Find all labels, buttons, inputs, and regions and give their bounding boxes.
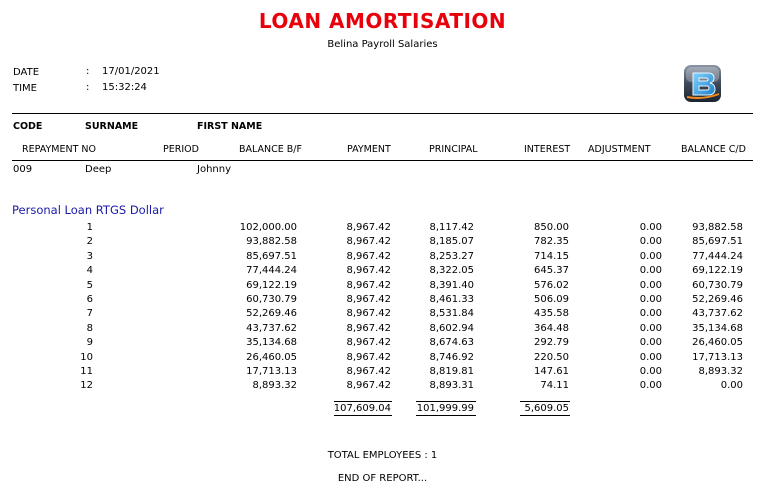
time-value: 15:32:24 bbox=[102, 82, 147, 93]
row-adjustment: 0.00 bbox=[639, 294, 662, 305]
row-adjustment: 0.00 bbox=[639, 236, 662, 248]
row-adjustment: 0.00 bbox=[639, 222, 662, 233]
row-interest: 74.11 bbox=[540, 380, 569, 392]
row-balance-cd: 93,882.58 bbox=[692, 222, 743, 233]
row-balance-cd: 85,697.51 bbox=[692, 236, 743, 248]
header-top-rule bbox=[12, 113, 753, 114]
row-adjustment: 0.00 bbox=[639, 322, 662, 334]
row-interest: 714.15 bbox=[534, 250, 569, 262]
row-payment: 8,967.42 bbox=[346, 294, 391, 305]
header-bottom-rule bbox=[12, 160, 753, 161]
col-payment: PAYMENT bbox=[347, 144, 391, 155]
row-payment: 8,967.42 bbox=[346, 322, 391, 334]
row-repayment-no: 9 bbox=[86, 337, 93, 349]
total-payment-rule bbox=[334, 401, 392, 402]
row-principal: 8,391.40 bbox=[429, 279, 474, 291]
row-balance-bf: 8,893.32 bbox=[252, 380, 297, 392]
row-balance-bf: 26,460.05 bbox=[246, 351, 297, 363]
row-adjustment: 0.00 bbox=[639, 250, 662, 262]
row-principal: 8,253.27 bbox=[429, 250, 474, 262]
row-principal: 8,322.05 bbox=[429, 265, 474, 277]
row-adjustment: 0.00 bbox=[639, 265, 662, 277]
row-balance-bf: 102,000.00 bbox=[239, 222, 297, 233]
row-balance-cd: 69,122.19 bbox=[692, 265, 743, 277]
b-logo-icon bbox=[683, 64, 722, 103]
col-first-name: FIRST NAME bbox=[197, 121, 263, 132]
row-repayment-no: 4 bbox=[86, 265, 93, 277]
row-adjustment: 0.00 bbox=[639, 337, 662, 349]
col-balance-cd: BALANCE C/D bbox=[681, 144, 746, 155]
row-principal: 8,893.31 bbox=[429, 380, 474, 392]
row-payment: 8,967.42 bbox=[346, 265, 391, 277]
col-repayment-no: REPAYMENT NO bbox=[22, 144, 97, 155]
col-balance-bf: BALANCE B/F bbox=[239, 144, 302, 155]
row-interest: 147.61 bbox=[534, 366, 569, 377]
row-balance-bf: 17,713.13 bbox=[246, 366, 297, 377]
col-principal: PRINCIPAL bbox=[429, 144, 478, 155]
total-principal-underline bbox=[416, 415, 476, 416]
col-surname: SURNAME bbox=[85, 121, 139, 132]
row-balance-bf: 52,269.46 bbox=[246, 308, 297, 320]
row-principal: 8,819.81 bbox=[429, 366, 474, 377]
col-period: PERIOD bbox=[163, 144, 199, 155]
row-balance-cd: 77,444.24 bbox=[692, 250, 743, 262]
date-separator: : bbox=[86, 66, 90, 77]
row-interest: 364.48 bbox=[534, 322, 569, 334]
row-repayment-no: 3 bbox=[86, 250, 93, 262]
time-label: TIME bbox=[13, 83, 38, 94]
total-payment-underline bbox=[334, 415, 392, 416]
row-repayment-no: 6 bbox=[86, 294, 93, 305]
row-principal: 8,746.92 bbox=[429, 351, 474, 363]
row-payment: 8,967.42 bbox=[346, 308, 391, 320]
employee-code: 009 bbox=[13, 164, 33, 175]
total-interest-underline bbox=[520, 415, 570, 416]
row-interest: 292.79 bbox=[534, 337, 569, 349]
row-interest: 506.09 bbox=[534, 294, 569, 305]
row-balance-bf: 43,737.62 bbox=[246, 322, 297, 334]
total-principal-rule bbox=[416, 401, 476, 402]
row-principal: 8,185.07 bbox=[429, 236, 474, 248]
row-adjustment: 0.00 bbox=[639, 308, 662, 320]
row-payment: 8,967.42 bbox=[346, 236, 391, 248]
row-balance-bf: 35,134.68 bbox=[246, 337, 297, 349]
loan-type-heading: Personal Loan RTGS Dollar bbox=[12, 203, 164, 217]
row-repayment-no: 1 bbox=[86, 222, 93, 233]
row-interest: 435.58 bbox=[534, 308, 569, 320]
col-interest: INTEREST bbox=[524, 144, 571, 155]
row-balance-bf: 85,697.51 bbox=[246, 250, 297, 262]
row-balance-cd: 0.00 bbox=[720, 380, 743, 392]
row-balance-bf: 77,444.24 bbox=[246, 265, 297, 277]
row-balance-cd: 35,134.68 bbox=[692, 322, 743, 334]
date-label: DATE bbox=[13, 67, 40, 78]
row-payment: 8,967.42 bbox=[346, 366, 391, 377]
row-principal: 8,461.33 bbox=[429, 294, 474, 305]
row-payment: 8,967.42 bbox=[346, 250, 391, 262]
row-balance-cd: 17,713.13 bbox=[692, 351, 743, 363]
row-balance-bf: 69,122.19 bbox=[246, 279, 297, 291]
row-payment: 8,967.42 bbox=[346, 279, 391, 291]
date-value: 17/01/2021 bbox=[102, 66, 160, 77]
row-principal: 8,674.63 bbox=[429, 337, 474, 349]
row-repayment-no: 7 bbox=[86, 308, 93, 320]
row-repayment-no: 2 bbox=[86, 236, 93, 248]
row-adjustment: 0.00 bbox=[639, 380, 662, 392]
row-payment: 8,967.42 bbox=[346, 222, 391, 233]
row-principal: 8,602.94 bbox=[429, 322, 474, 334]
row-repayment-no: 12 bbox=[80, 380, 93, 392]
row-payment: 8,967.42 bbox=[346, 337, 391, 349]
row-payment: 8,967.42 bbox=[346, 351, 391, 363]
row-balance-bf: 93,882.58 bbox=[246, 236, 297, 248]
row-interest: 782.35 bbox=[534, 236, 569, 248]
row-interest: 850.00 bbox=[534, 222, 569, 233]
row-balance-bf: 60,730.79 bbox=[246, 294, 297, 305]
row-repayment-no: 5 bbox=[86, 279, 93, 291]
row-interest: 220.50 bbox=[534, 351, 569, 363]
total-payment: 107,609.04 bbox=[333, 403, 391, 414]
row-adjustment: 0.00 bbox=[639, 366, 662, 377]
row-balance-cd: 52,269.46 bbox=[692, 294, 743, 305]
row-principal: 8,117.42 bbox=[429, 222, 474, 233]
row-interest: 576.02 bbox=[534, 279, 569, 291]
row-adjustment: 0.00 bbox=[639, 351, 662, 363]
row-interest: 645.37 bbox=[534, 265, 569, 277]
report-title: LOAN AMORTISATION bbox=[258, 9, 507, 33]
row-principal: 8,531.84 bbox=[429, 308, 474, 320]
total-interest: 5,609.05 bbox=[524, 403, 569, 414]
row-repayment-no: 11 bbox=[80, 366, 93, 377]
total-employees: TOTAL EMPLOYEES : 1 bbox=[327, 450, 438, 461]
row-repayment-no: 8 bbox=[86, 322, 93, 334]
row-balance-cd: 26,460.05 bbox=[692, 337, 743, 349]
time-separator: : bbox=[86, 82, 90, 93]
employee-surname: Deep bbox=[85, 164, 112, 175]
row-balance-cd: 8,893.32 bbox=[698, 366, 743, 377]
row-repayment-no: 10 bbox=[80, 351, 93, 363]
row-balance-cd: 60,730.79 bbox=[692, 279, 743, 291]
col-adjustment: ADJUSTMENT bbox=[588, 144, 651, 155]
end-of-report: END OF REPORT... bbox=[337, 473, 428, 484]
total-principal: 101,999.99 bbox=[416, 403, 474, 414]
total-interest-rule bbox=[520, 401, 570, 402]
row-payment: 8,967.42 bbox=[346, 380, 391, 392]
col-code: CODE bbox=[13, 121, 43, 132]
report-subtitle: Belina Payroll Salaries bbox=[327, 39, 438, 50]
row-balance-cd: 43,737.62 bbox=[692, 308, 743, 320]
row-adjustment: 0.00 bbox=[639, 279, 662, 291]
employee-first-name: Johnny bbox=[197, 164, 231, 175]
